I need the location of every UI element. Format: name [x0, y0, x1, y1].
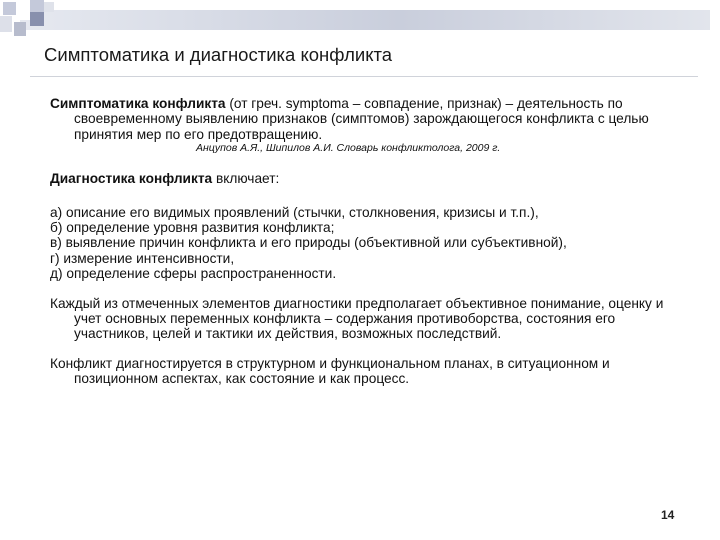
diagnostics-text: включает:	[212, 171, 280, 187]
decor-square	[30, 12, 44, 26]
citation: Анцупов А.Я., Шипилов А.И. Словарь конфликтолога, 2009 г.	[196, 142, 501, 155]
header-bar	[20, 10, 710, 30]
diagnostics-list	[50, 205, 690, 282]
diagnostics-heading	[50, 171, 690, 186]
list-item: г) измерение интенсивности,	[50, 250, 235, 266]
elements-paragraph: Каждый из отмеченных элементов диагностики предполагает объективное понимание, оценку и учет основных переменных конфликта – содержания противоборства, состояния его участников, целей и тактики их действия, возможных последствий.	[50, 295, 664, 342]
decor-square	[16, 6, 30, 20]
slide-content	[50, 96, 690, 387]
decor-square	[30, 0, 44, 12]
list-item: а) описание его видимых проявлений (стычки, столкновения, кризисы и т.п.),	[50, 204, 539, 220]
page-number: 14	[661, 508, 675, 522]
conclusion-paragraph: Конфликт диагностируется в структурном и функциональном планах, в ситуационном и позиционном аспектах, как состояние и как процесс.	[50, 355, 610, 387]
decor-square	[44, 2, 54, 12]
definition-paragraph	[50, 96, 690, 142]
decor-square	[3, 2, 16, 15]
definition-term: Симптоматика конфликта	[50, 96, 226, 111]
title-divider	[30, 76, 698, 77]
definition-text: (от греч. symptoma – совпадение, признак) – деятельность по своевременному выявлению признаков (симптомов) зарождающегося конфликта с целью принятия мер по его предотвращению.	[74, 96, 649, 142]
decor-square	[14, 22, 26, 36]
decor-square	[0, 16, 12, 32]
slide-title: Симптоматика и диагностика конфликта	[44, 44, 393, 65]
list-item: в) выявление причин конфликта и его природы (объективной или субъективной),	[50, 235, 567, 251]
list-item: д) определение сферы распространенности.	[50, 266, 337, 282]
list-item: б) определение уровня развития конфликта;	[50, 220, 335, 236]
diagnostics-term: Диагностика конфликта	[50, 171, 213, 187]
